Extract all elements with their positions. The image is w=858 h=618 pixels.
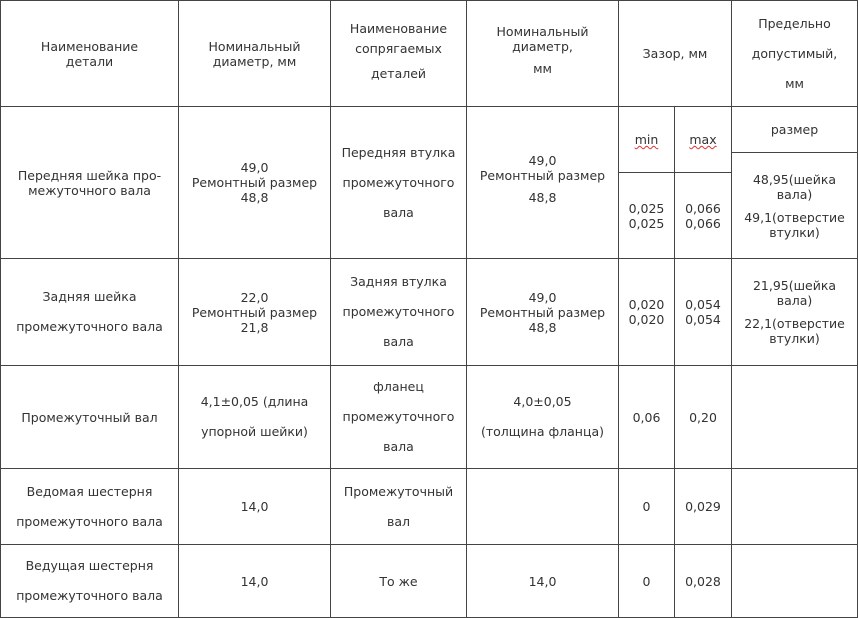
row1-diameter [178, 106, 331, 259]
text: втулки) [769, 224, 820, 240]
row4-max [674, 468, 732, 545]
text: 0,066 [685, 215, 721, 231]
row1-limit [731, 152, 858, 259]
text: 49,0 [528, 152, 557, 168]
row5-min [618, 544, 675, 618]
text: 49,1(отверстие [744, 209, 845, 225]
text: Номинальный [496, 23, 589, 39]
text: min [634, 132, 659, 147]
row3-mating [330, 365, 467, 469]
row2-mating [330, 258, 467, 366]
text: 0,020 [628, 297, 665, 312]
text: Ремонтный размер [191, 304, 318, 320]
text: 22,1(отверстие [744, 316, 845, 331]
text: диаметр, [512, 38, 573, 54]
row5-part [0, 544, 179, 618]
row3-part [0, 365, 179, 469]
text: промежуточного [342, 174, 455, 190]
text: Промежуточный вал [21, 409, 158, 425]
row5-diameter2 [466, 544, 619, 618]
row4-diameter2 [466, 468, 619, 545]
header-part [0, 0, 179, 107]
row5-limit [731, 544, 858, 618]
text: 22,0 [240, 289, 269, 305]
header-size [731, 106, 858, 153]
text: Ведущая шестерня [25, 558, 154, 573]
text: деталей [370, 65, 427, 81]
text: вал [386, 513, 411, 529]
header-max [674, 106, 732, 173]
text: вала) [776, 293, 813, 308]
text: max [689, 132, 717, 147]
text: Передняя шейка про- [17, 167, 162, 183]
text: вала) [776, 186, 813, 202]
row3-max [674, 365, 732, 469]
text: фланец [373, 379, 424, 394]
header-gap [618, 0, 732, 107]
row1-mating [330, 106, 467, 259]
text: Промежуточный [343, 483, 454, 499]
text: 0,066 [685, 200, 721, 216]
text: 0,020 [628, 312, 665, 327]
header-diameter2 [466, 0, 619, 107]
text: 21,95(шейка [752, 278, 837, 293]
row5-diameter [178, 544, 331, 618]
row3-min [618, 365, 675, 469]
text: диаметр, мм [212, 53, 297, 69]
text: втулки) [769, 331, 820, 346]
text: 0,028 [685, 573, 721, 589]
text: 0,054 [685, 312, 721, 327]
text: 4,0±0,05 [513, 394, 572, 409]
row3-diameter [178, 365, 331, 469]
row2-max [674, 258, 732, 366]
text: 0,06 [632, 409, 661, 425]
row4-limit [731, 468, 858, 545]
text: промежуточного [342, 409, 455, 424]
text: 48,8 [240, 190, 269, 205]
text: (толщина фланца) [480, 424, 605, 439]
text: Наименование [349, 20, 448, 36]
row1-max [674, 172, 732, 259]
row4-mating [330, 468, 467, 545]
text: сопрягаемых [355, 40, 442, 56]
text: 0 [642, 499, 651, 514]
text: вала [383, 204, 414, 220]
text: Задняя втулка [350, 274, 447, 289]
row3-limit [731, 365, 858, 469]
row2-part [0, 258, 179, 366]
text: 0,025 [628, 200, 665, 216]
text: Ремонтный размер [479, 167, 606, 183]
header-diameter [178, 0, 331, 107]
row1-diameter2 [466, 106, 619, 259]
row1-min [618, 172, 675, 259]
text: Наименование [40, 38, 139, 54]
text: 4,1±0,05 (длина [200, 394, 309, 409]
text: Ремонтный размер [479, 304, 606, 320]
text: 0,054 [685, 297, 721, 312]
text: 49,0 [528, 289, 557, 305]
header-min [618, 106, 675, 173]
text: Задняя шейка [42, 289, 137, 304]
text: межуточного вала [28, 182, 151, 198]
text: вала [383, 439, 414, 454]
text: 0,029 [685, 499, 721, 514]
text: 49,0 [240, 160, 269, 175]
text: Зазор, мм [642, 46, 708, 61]
text: То же [379, 573, 418, 589]
text: 14,0 [240, 499, 269, 514]
row4-part [0, 468, 179, 545]
text: 0 [642, 573, 651, 589]
text: Передняя втулка [341, 144, 456, 160]
text: промежуточного вала [16, 513, 163, 529]
row5-max [674, 544, 732, 618]
row2-min [618, 258, 675, 366]
text: упорной шейки) [201, 424, 308, 439]
text: допустимый, [751, 45, 838, 61]
text: Предельно [758, 15, 831, 31]
text: Ведомая шестерня [26, 483, 153, 499]
text: 14,0 [528, 573, 557, 589]
row4-min [618, 468, 675, 545]
text: детали [65, 53, 114, 69]
text: мм [533, 60, 552, 76]
text: 0,20 [689, 409, 717, 425]
text: 48,8 [528, 319, 557, 335]
row4-diameter [178, 468, 331, 545]
text: 0,025 [628, 215, 665, 231]
header-limit [731, 0, 858, 107]
text: мм [785, 75, 804, 91]
row2-limit [731, 258, 858, 366]
text: 48,95(шейка [752, 171, 837, 187]
text: промежуточного вала [16, 319, 163, 334]
text: промежуточного вала [16, 588, 163, 603]
row5-mating [330, 544, 467, 618]
text: вала [383, 334, 414, 349]
text: промежуточного [342, 304, 455, 319]
text: 48,8 [528, 189, 557, 205]
text: Ремонтный размер [191, 175, 318, 190]
row2-diameter [178, 258, 331, 366]
row3-diameter2 [466, 365, 619, 469]
text: размер [770, 122, 819, 137]
header-mating [330, 0, 467, 107]
row1-part [0, 106, 179, 259]
text: Номинальный [208, 38, 301, 54]
text: 21,8 [240, 319, 269, 335]
row2-diameter2 [466, 258, 619, 366]
text: 14,0 [240, 573, 269, 589]
